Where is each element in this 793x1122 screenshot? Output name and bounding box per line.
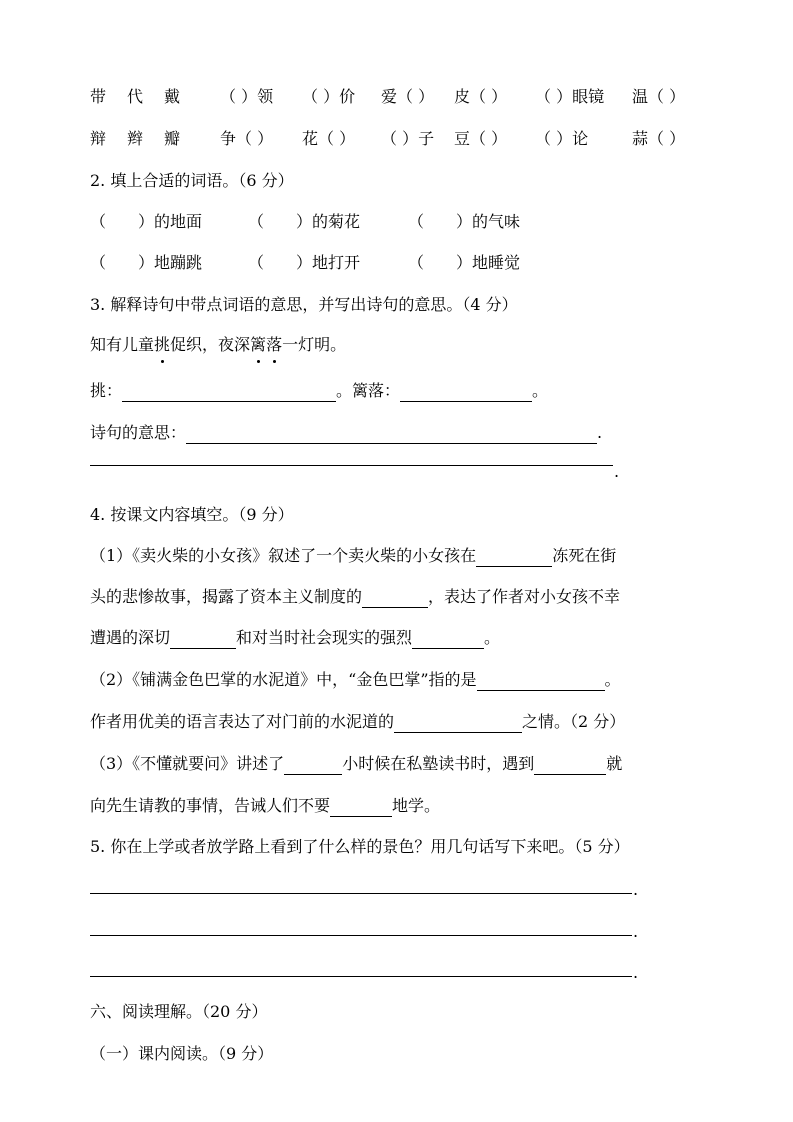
phrase-blank: （ ）的菊花	[248, 212, 361, 231]
answer-blank-liluo[interactable]	[400, 387, 532, 402]
fill-blank[interactable]	[477, 676, 605, 691]
phrase-blank: （ ）地蹦跳	[90, 253, 203, 272]
label-meaning: 诗句的意思：	[90, 423, 187, 442]
fill-blank[interactable]	[394, 718, 522, 733]
answer-blank-meaning[interactable]	[186, 429, 597, 444]
section6-title: 六、阅读理解。（20 分）	[90, 1002, 268, 1021]
q4-p3-line2: 向先生请教的事情，告诫人们不要 地学。	[90, 796, 441, 815]
answer-line-q5-2[interactable]	[90, 935, 632, 936]
char-option: 戴	[164, 87, 181, 106]
phrase-blank: （ ）的气味	[408, 212, 521, 231]
q3-word-answers: 挑： 。篱落： 。	[90, 381, 549, 400]
word-blank: （ ）子	[381, 129, 435, 148]
fill-blank[interactable]	[362, 593, 428, 608]
q3-meaning-row: 诗句的意思： .	[90, 423, 603, 442]
q3-title: 3. 解释诗句中带点词语的意思，并写出诗句的意思。（4 分）	[90, 295, 518, 314]
label-liluo: 。篱落：	[336, 381, 401, 400]
fill-blank[interactable]	[476, 552, 552, 567]
word-blank: 豆（ ）	[454, 129, 508, 148]
word-blank: 温（ ）	[632, 87, 686, 106]
line-period: .	[633, 922, 639, 941]
phrase-blank: （ ）地打开	[248, 253, 361, 272]
q2-title: 2. 填上合适的词语。（6 分）	[90, 171, 294, 190]
char-option: 带	[90, 87, 107, 106]
char-option: 代	[127, 87, 144, 106]
answer-blank-tiao[interactable]	[122, 387, 336, 402]
char-row-1	[90, 86, 685, 108]
q2-row-1	[90, 211, 520, 233]
char-row-2	[90, 128, 685, 150]
phrase-blank: （ ）地睡觉	[408, 253, 521, 272]
q4-p3-line1: （3）《不懂就要问》讲述了 小时候在私塾读书时，遇到 就	[90, 754, 623, 773]
word-blank: 蒜（ ）	[632, 129, 686, 148]
word-blank: 皮（ ）	[454, 87, 508, 106]
dotted-char: 落	[266, 335, 283, 354]
word-blank: （ ）领	[220, 87, 274, 106]
word-blank: 花（ ）	[302, 129, 356, 148]
section6-subtitle: （一）课内阅读。（9 分）	[90, 1044, 274, 1063]
answer-line-q5-3[interactable]	[90, 976, 632, 977]
answer-line-q5-1[interactable]	[90, 893, 632, 894]
q2-row-2	[90, 252, 520, 274]
dotted-char: 挑	[154, 335, 171, 354]
q4-p2-line1: （2）《铺满金色巴掌的水泥道》中，“金色巴掌”指的是 。	[90, 670, 621, 689]
fill-blank[interactable]	[534, 760, 606, 775]
dotted-char: 篱	[250, 335, 267, 354]
q4-title: 4. 按课文内容填空。（9 分）	[90, 505, 294, 524]
word-blank: （ ）价	[302, 87, 356, 106]
q4-p1-line2: 头的悲惨故事，揭露了资本主义制度的 ，表达了作者对小女孩不幸	[90, 587, 621, 606]
line-period: .	[633, 880, 639, 899]
q4-p1-line3: 遭遇的深切 和对当时社会现实的强烈 。	[90, 628, 501, 647]
char-option: 辫	[127, 129, 144, 148]
word-blank: 争（ ）	[220, 129, 274, 148]
q3-poem: 知有儿童挑促织，夜深篱落一灯明。	[90, 335, 347, 354]
fill-blank[interactable]	[284, 760, 342, 775]
line-period: .	[633, 963, 639, 982]
word-blank: （ ）眼镜	[535, 87, 605, 106]
q5-title: 5. 你在上学或者放学路上看到了什么样的景色？用几句话写下来吧。（5 分）	[90, 837, 630, 856]
word-blank: 爱（ ）	[381, 87, 435, 106]
label-tiao: 挑：	[90, 381, 123, 400]
q4-p1-line1: （1）《卖火柴的小女孩》叙述了一个卖火柴的小女孩在 冻死在街	[90, 546, 617, 565]
char-option: 瓣	[164, 129, 181, 148]
fill-blank[interactable]	[330, 802, 392, 817]
char-option: 辩	[90, 129, 107, 148]
q4-p2-line2: 作者用优美的语言表达了对门前的水泥道的 之情。（2 分）	[90, 712, 626, 731]
fill-blank[interactable]	[412, 634, 484, 649]
word-blank: （ ）论	[535, 129, 589, 148]
answer-line-meaning-2[interactable]	[90, 465, 613, 466]
fill-blank[interactable]	[170, 634, 236, 649]
phrase-blank: （ ）的地面	[90, 212, 203, 231]
line-period: .	[614, 462, 620, 481]
